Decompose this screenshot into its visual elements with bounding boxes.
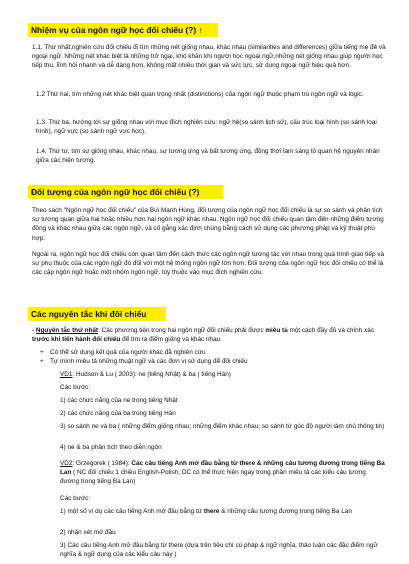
object-paragraph-1: Theo sách "Ngôn ngữ học đối chiếu" của Bùi Mạnh Hùng, đối tượng của ngôn ngữ học đối chiếu là sự so sánh và phân tích sự tương quan giữa hai hoặc nhiều hơn hai ngôn ngữ khác nhau. Ngôn ngữ học đối chiếu quan tâm đến những điểm tương đồng và khác nhau giữa các ngôn ngữ, và cố gắng xác định chúng bằng cách sử dụng các phương pháp và kỹ thuật phù hợp. <box>32 207 384 242</box>
bullet-mark: + <box>40 349 44 356</box>
tasks-paragraph-3: 1.3. Thứ ba, hướng tới sự giống nhau với mục đích nghiên cứu: ngữ hệ(so sánh lịch sử), cấu trúc loại hình (so sánh loại hình), ngữ vực (so sánh ngữ vực học). <box>36 119 377 136</box>
section-heading-principles <box>28 307 166 321</box>
example-1-label: VD1 <box>60 371 73 378</box>
example-1-step: 2) các chức năng của ba trong tiếng Hán <box>60 410 176 417</box>
bullet-mark: + <box>40 358 44 365</box>
step-text: & những câu tương đương trong tiếng Ba Lan <box>219 508 352 515</box>
section-heading-object <box>28 185 223 199</box>
example-1-text: : Hudson & Lu ( 2003): ne (tiếng Nhật) & ba ( tiếng Hán) <box>72 371 231 378</box>
tasks-paragraph-2: 1.2 Thứ hai, tìm những nét khác biệt quan trọng nhất (distinctions) của ngôn ngữ thuộc phạm trù ngôn ngữ và logic. <box>36 91 364 98</box>
example-1-step: 1) các chức năng của ne trong tiếng Nhật <box>60 397 178 404</box>
principle-emphasis: miêu tả <box>265 327 288 334</box>
principle-emphasis: trước khi tiến hành đối chiếu <box>32 336 121 344</box>
bullet-text: Tự mình miêu tả những thuật ngữ và các đơn vị sử dụng để đối chiếu <box>50 358 248 365</box>
example-2-step <box>60 507 386 516</box>
tasks-paragraph-1: 1.1. Thứ nhất,nghiên cứu đối chiếu đi tìm những nét giống nhau, khác nhau (similarities and differences) giữa tiếng mẹ đẻ và ngoại ngữ. Những nét khác biệt là những trở ngại, khó khăn khi người học ngoại ngữ,những nét giống nhau giúp người học tiếp thu, lĩnh hội nhanh và dễ dàng hơn, không mất nhiều thời gian và sức lực, sử dụng ngoại ngữ hiệu quả hơn. <box>32 44 386 70</box>
example-2-text: ( NC đối chiếu 1 chiều English-Polish; DC có thể thực hiện ngay trong phần miêu tả các kiểu câu tương đương trong tiếng Ba Lan) <box>60 469 366 486</box>
heading-text: Đối tượng của ngôn ngữ học đối chiếu (?) <box>31 187 200 197</box>
example-2-steps-title: Các bước: <box>60 495 91 502</box>
principle-dash: - <box>32 327 36 334</box>
example-2-emphasis: Các câu tiếng Anh mở đầu bằng từ there & những câu tương đương trong tiếng Ba Lan <box>60 460 385 477</box>
example-2-step: 3) Các câu tiếng Anh mở đầu bằng từ there (dựa trên tiêu chí cú pháp & ngữ nghĩa, thảo luận các đặc điểm ngữ nghĩa & ngữ dụng của các kiểu câu này ) <box>60 542 378 559</box>
example-1-title <box>60 370 386 379</box>
section-heading-tasks <box>28 23 218 37</box>
tasks-paragraph-4: 1.4. Thứ tư, tìm sự giống nhau, khác nhau, sự tương ứng và bất tương ứng, đồng thời làm sáng tỏ quan hệ nguyên nhân giữa các hiện tượng. <box>36 148 380 165</box>
example-2-text: : Grzegorek ( 1984): <box>72 460 132 467</box>
principle-label: Nguyên tắc thứ nhất <box>35 327 99 334</box>
example-2-label: VD2 <box>60 460 73 467</box>
bullet-text: Có thể sử dụng kết quả của người khác đã nghiên cứu <box>50 349 206 356</box>
heading-arrow-mark: ↑ <box>198 25 203 35</box>
principle-text: một cách đầy đủ và chính xác <box>287 327 375 334</box>
object-paragraph-2: Ngoài ra, ngôn ngữ học đối chiếu còn quan tâm đến cách thức các ngôn ngữ tương tác với nhau trong quá trình giao tiếp và sự phụ thuộc của các ngôn ngữ đó đối với một hệ thống ngôn ngữ lớn hơn. Đối tượng của ngôn ngữ học đối chiếu có thể là các cặp ngôn ngữ hoặc một nhóm ngôn ngữ, tùy thuộc vào mục đích nghiên cứu. <box>32 251 384 277</box>
example-1-step: 3) so sánh ne và ba ( những điểm giống nhau; những điểm khác nhau; so sánh từ góc độ người làm chủ thông tin) <box>60 423 385 430</box>
list-item <box>40 348 386 357</box>
example-2-title <box>60 459 386 487</box>
example-2-step: 2) nhận xét mở đầu <box>60 529 116 536</box>
step-emphasis: there <box>203 508 220 515</box>
principle-one-paragraph <box>32 326 386 344</box>
example-1-steps-title: Các bước: <box>60 384 91 391</box>
principle-text: để tìm ra điểm giống và khác nhau. <box>120 336 222 344</box>
principle-text: : Các phương tiện trong hai ngôn ngữ đối chiếu phải được <box>98 327 266 334</box>
heading-text: Nhiệm vụ của ngôn ngữ học đối chiếu (?) <box>31 25 197 35</box>
example-1-step: 4) ne & ba phân tích theo diễn ngôn <box>60 444 162 451</box>
list-item <box>40 357 386 366</box>
heading-text: Các nguyên tắc khi đối chiếu <box>31 309 147 319</box>
step-text: 1) một số ví dụ các câu tiếng Anh mở đầu bằng từ <box>60 508 204 515</box>
